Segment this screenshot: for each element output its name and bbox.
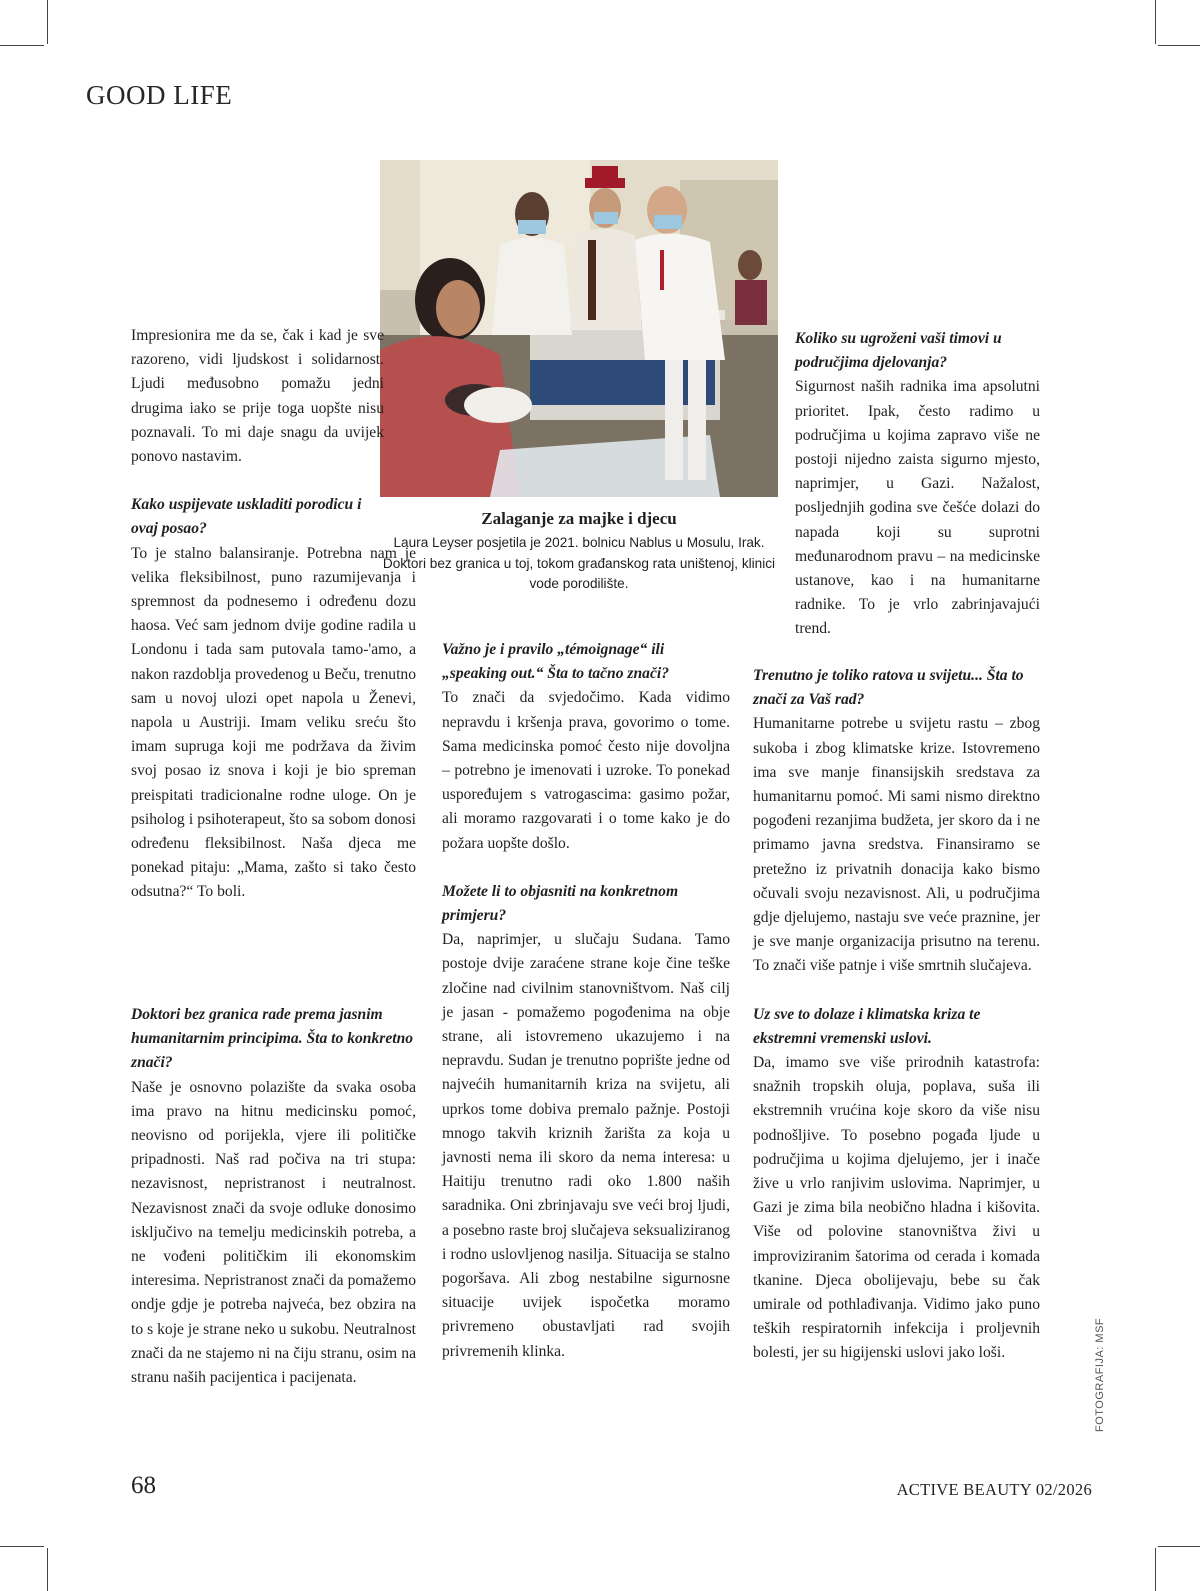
photo-caption-title: Zalaganje za majke i djecu	[481, 509, 677, 528]
page-number: 68	[131, 1472, 156, 1499]
interview-question: Kako uspijevate uskladiti porodicu i ovaj posao?	[131, 496, 362, 538]
paragraph: To je stalno balansiranje. Potrebna nam je velika fleksibilnost, puno razumijevanja i spremnost da podnesemo i određenu dozu haosa. Već sam jednom dvije godine radila u Londonu i tada sam putovala tamo-'amo, a nakon razdoblja provedenog u Beču, trenutno sam u novoj ulozi opet napola u Ženevi, napola u Austriji. Imam veliku sreću što imam supruga koji me podržava da živim svoj posao iz snova i koji je bio spreman preispitati tradicionalne rodne uloge. On je psiholog i psihoterapeut, što sa sobom donosi određenu fleksibilnost. Naša djeca me ponekad pitaju: „Mama, zašto si tako često odsutna?“ To boli.	[131, 544, 416, 901]
paragraph: Impresionira me da se, čak i kad je sve razoreno, vidi ljudskost i solidarnost. Ljudi međusobno pomažu jedni drugima iako se prije toga uopšte nisu poznavali. To mi daje snagu da uvijek ponovo nastavim.	[131, 327, 384, 466]
paragraph: Da, naprimjer, u slučaju Sudana. Tamo postoje dvije zaraćene strane koje čine teške zločine nad civilnim stanovništvom. Naš cilj je jasan - pomažemo pogođenima na obje strane, ali istovremeno ukazujemo i na nepravdu. Sudan je trenutno poprište jedne od najvećih humanitarnih kriza na svijetu, ali uprkos tome dobiva premalo pažnje. Postoji mnogo takvih kriznih žarišta za koja u javnosti nema ili skoro da nema interesa: u Haitiju trenutno radi oko 1.800 naših saradnika. Oni zbrinjavaju sve veći broj ljudi, a posebno raste broj slučajeva seksualiziranog i rodno uslovljenog nasilja. Situacija se stalno pogoršava. Ali zbog nestabilne sigurnosne situacije uvijek ispočetka moramo privremeno obustavljati rad svojih privremenih klinka.	[442, 931, 730, 1360]
paragraph: Naše je osnovno polazište da svaka osoba ima pravo na hitnu medicinsku pomoć, neovisno od porijekla, vjere ili političke pripadnosti. Naš rad počiva na tri stupa: nezavisnost, nepristranost i neutralnost. Nezavisnost znači da svoje odluke donosimo isključivo na temelju medicinskih potreba, a ne vođeni političkim ili ekonomskim interesima. Nepristranost znači da pomažemo ondje gdje je potreba najveća, bez obzira na to s koje je strane neko u sukobu. Neutralnost znači da ne stajemo ni na čiju stranu, osim na stranu naših pacijentica i pacijenata.	[131, 1078, 416, 1387]
crop-mark	[1158, 45, 1200, 46]
paragraph: Sigurnost naših radnika ima apsolutni prioritet. Ipak, često radimo u područjima u kojima zapravo više ne postoji nijedno zaista sigurno mjesto, naprimjer, u Gazi. Nažalost, posljednjih godina sve češće dolazi do napada koji su suprotni međunarodnom pravu – na medicinske ustanove, kao i na humanitarne radnike. To je vrlo zabrinjavajući trend.	[795, 378, 1040, 638]
crop-mark	[1155, 1548, 1156, 1591]
interview-question: Važno je i pravilo „témoignage“ ili „speaking out.“ Šta to tačno znači?	[442, 641, 670, 683]
magazine-issue: ACTIVE BEAUTY 02/2026	[896, 1480, 1092, 1499]
crop-mark	[47, 1548, 48, 1591]
article-column-1	[131, 324, 416, 905]
crop-mark	[0, 1546, 44, 1547]
crop-mark	[47, 0, 48, 44]
interview-question: Trenutno je toliko ratova u svijetu... Šta to znači za Vaš rad?	[753, 667, 1024, 709]
interview-question: Koliko su ugroženi vaši timovi u područjima djelovanja?	[795, 330, 1002, 372]
crop-mark	[0, 45, 44, 46]
paragraph: Da, imamo sve više prirodnih katastrofa: snažnih tropskih oluja, poplava, suša ili ekstremnih vrućina koje skoro da više nisu podnošljive. To posebno pogađa ljude u područjima u kojima djelujemo, jer i inače žive u vrlo ranjivim uslovima. Naprimjer, u Gazi je zima bila neobično hladna i kišovita. Više od polovine stanovništva živi u improviziranim šatorima od cerada i komada tkanine. Djeca obolijevaju, bebe su čak umirale od pothlađivanja. Vidimo jako puno teških respiratornih infekcija i proljevnih bolesti, jer su higijenski uslovi jako loši.	[753, 1054, 1040, 1362]
paragraph: Humanitarne potrebe u svijetu rastu – zbog sukoba i zbog klimatske krize. Istovremeno ima sve manje finansijskih sredstava za humanitarnu pomoć. Mi sami nismo direktno pogođeni rezanjima budžeta, jer skoro da i ne primamo javna sredstva. Finansiramo se pretežno iz privatnih donacija kako bismo očuvali svoju nezavisnost. Ali, u područjima gdje djelujemo, nastaju sve veće praznine, jer je sve manje organizacija prisutno na terenu. To znači više patnje i više smrtnih slučajeva.	[753, 715, 1040, 975]
crop-mark	[1155, 0, 1156, 44]
photo-caption: Laura Leyser posjetila je 2021. bolnicu Nablus u Mosulu, Irak. Doktori bez granica u toj, tokom građanskog rata uništenoj, klinici vode porodilište.	[382, 535, 776, 591]
article-column-1-lower	[131, 1003, 416, 1390]
article-column-3-lower	[753, 664, 1040, 1366]
photo-credit: FOTOGRAFIJA: MSF	[1094, 1317, 1106, 1432]
article-column-3	[795, 327, 1040, 642]
interview-question: Uz sve to dolaze i klimatska kriza te ekstremni vremenski uslovi.	[753, 1005, 981, 1047]
article-photo	[380, 160, 778, 497]
paragraph: To znači da svjedočimo. Kada vidimo nepravdu i kršenja prava, govorimo o tome. Sama medicinska pomoć često nije dovoljna – potrebno je imenovati i uzroke. To ponekad uspoređujem s vatrogascima: gasimo požar, ali moramo razgovarati i o tome kako je do požara uopšte došlo.	[442, 689, 730, 852]
crop-mark	[1158, 1546, 1200, 1547]
interview-question: Možete li to objasniti na konkretnom primjeru?	[442, 882, 679, 925]
section-title: GOOD LIFE	[86, 80, 233, 110]
interview-question: Doktori bez granica rade prema jasnim humanitarnim principima. Šta to konkretno znači?	[131, 1006, 414, 1072]
article-column-2	[442, 638, 730, 1364]
